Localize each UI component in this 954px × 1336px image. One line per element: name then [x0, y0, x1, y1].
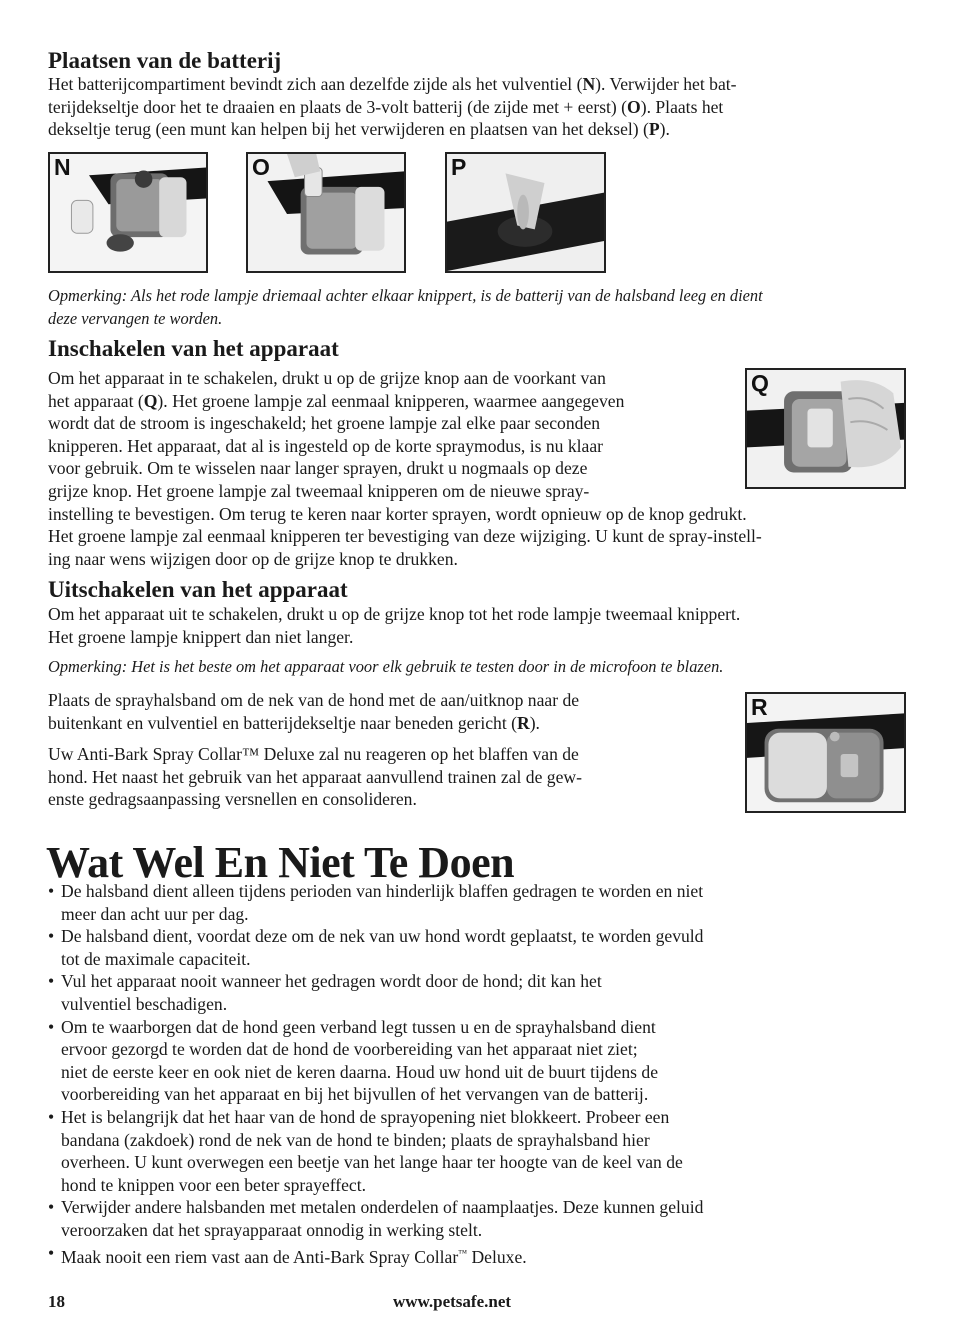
- fit-paragraph-1: [48, 689, 738, 734]
- collar-fitted-illustration: [747, 694, 904, 811]
- figure-p-photo: [445, 152, 606, 273]
- list-item: • Verwijder andere halsbanden met metalen onderdelen of naamplaatjes. Deze kunnen geluid veroorzaken dat het sprayapparaat onnodig in werking stelt.: [48, 1196, 918, 1241]
- power-on-line: instelling te bevestigen. Om terug te keren naar korter sprayen, wordt opnieuw op de knop gedrukt.: [48, 503, 747, 524]
- figure-o-label: O: [252, 154, 270, 180]
- coin-cover-illustration: [447, 154, 604, 271]
- page-number: 18: [48, 1292, 65, 1311]
- power-off-line-2: Het groene lampje knippert dan niet langer.: [48, 626, 354, 647]
- power-off-paragraph: [48, 603, 918, 648]
- power-on-line: het apparaat (Q). Het groene lampje zal eenmaal knipperen, waarmee aangegeven: [48, 390, 625, 411]
- list-item: • Vul het apparaat nooit wanneer het gedragen wordt door de hond; dit kan het vulventiel beschadigen.: [48, 970, 918, 1015]
- figure-q-photo: [745, 368, 906, 489]
- list-item: • Maak nooit een riem vast aan de Anti-Bark Spray Collar™ Deluxe.: [48, 1242, 918, 1268]
- battery-line-1: Het batterijcompartiment bevindt zich aan dezelfde zijde als het vulventiel (N). Verwijder het bat-: [48, 74, 737, 94]
- battery-note-line-2: deze vervangen te worden.: [48, 309, 223, 328]
- fit-line-5: enste gedragsaanpassing versnellen en consolideren.: [48, 789, 417, 810]
- fit-line-1: Plaats de sprayhalsband om de nek van de hond met de aan/uitknop naar de: [48, 690, 580, 710]
- power-on-line: grijze knop. Het groene lampje zal tweemaal knipperen om de nieuwe spray-: [48, 480, 590, 501]
- insert-battery-illustration: [248, 154, 404, 271]
- figure-n-photo: [48, 152, 208, 273]
- power-on-line: Om het apparaat in te schakelen, drukt u op de grijze knop aan de voorkant van: [48, 368, 606, 388]
- fit-line-4: hond. Het naast het gebruik van het apparaat aanvullend trainen zal de gew-: [48, 766, 582, 787]
- website-url: www.petsafe.net: [393, 1292, 512, 1311]
- power-on-line: ing naar wens wijzigen door op de grijze knop te drukken.: [48, 548, 458, 569]
- fit-paragraph-2: [48, 743, 738, 811]
- list-item: • Het is belangrijk dat het haar van de hond de sprayopening niet blokkeert. Probeer een bandana (zakdoek) rond de nek van de hond te binden; plaats de sprayhalsband hier overheen. U kunt overwegen een beetje van het lange haar ter hoogte van de keel van de hond te knippen voor een beter sprayeffect.: [48, 1106, 918, 1196]
- fit-line-3: Uw Anti-Bark Spray Collar™ Deluxe zal nu reageren op het blaffen van de: [48, 744, 579, 764]
- figure-o-photo: [246, 152, 406, 273]
- battery-note-line-1: Opmerking: Als het rode lampje driemaal achter elkaar knippert, is de batterij van de halsband leeg en dient: [48, 286, 763, 305]
- dos-and-donts-title: Wat Wel En Niet Te Doen: [46, 838, 515, 887]
- battery-note: [48, 284, 918, 330]
- dos-and-donts-list: [48, 880, 918, 1268]
- power-off-note: Opmerking: Het is het beste om het apparaat voor elk gebruik te testen door in de microfoon te blazen.: [48, 657, 724, 676]
- figure-r-label: R: [751, 694, 768, 720]
- list-item: • De halsband dient alleen tijdens perioden van hinderlijk blaffen gedragen te worden en niet meer dan acht uur per dag.: [48, 880, 918, 925]
- power-off-heading: Uitschakelen van het apparaat: [48, 577, 348, 602]
- figure-q-label: Q: [751, 370, 769, 396]
- figure-p-label: P: [451, 154, 467, 180]
- power-on-line: knipperen. Het apparaat, dat al is ingesteld op de korte spraymodus, is nu klaar: [48, 435, 604, 456]
- battery-heading: Plaatsen van de batterij: [48, 48, 282, 73]
- battery-line-2: terijdekseltje door het te draaien en plaats de 3-volt batterij (de zijde met + eerst) (O). Plaats het: [48, 96, 724, 117]
- list-item: • Om te waarborgen dat de hond geen verband legt tussen u en de sprayhalsband dient ervoor gezorgd te worden dat de hond de voorbereiding van het apparaat niet ziet; niet de eerste keer en ook niet de keren daarna. Houd uw hond uit de buurt tijdens de voorbereiding van het apparaat en bij het bijvullen of het vervangen van de batterij.: [48, 1016, 918, 1106]
- power-off-line-1: Om het apparaat uit te schakelen, drukt u op de grijze knop tot het rode lampje tweemaal knippert.: [48, 604, 741, 624]
- power-on-line: Het groene lampje zal eenmaal knipperen ter bevestiging van deze wijziging. U kunt de spray-instell-: [48, 526, 762, 547]
- fit-line-2: buitenkant en vulventiel en batterijdekseltje naar beneden gericht (R).: [48, 712, 540, 733]
- power-on-line: wordt dat de stroom is ingeschakeld; het groene lampje zal elke paar seconden: [48, 413, 601, 434]
- battery-line-3: dekseltje terug (een munt kan helpen bij het verwijderen en plaatsen van het deksel) (P).: [48, 119, 670, 140]
- press-button-illustration: [747, 370, 904, 487]
- battery-paragraph: [48, 73, 918, 141]
- figure-r-photo: [745, 692, 906, 813]
- power-on-heading: Inschakelen van het apparaat: [48, 336, 339, 361]
- power-on-line: voor gebruik. Om te wisselen naar langer sprayen, drukt u nogmaals op deze: [48, 458, 588, 479]
- list-item: • De halsband dient, voordat deze om de nek van uw hond wordt geplaatst, te worden gevuld tot de maximale capaciteit.: [48, 925, 918, 970]
- collar-battery-illustration: [50, 154, 206, 271]
- figure-n-label: N: [54, 154, 71, 180]
